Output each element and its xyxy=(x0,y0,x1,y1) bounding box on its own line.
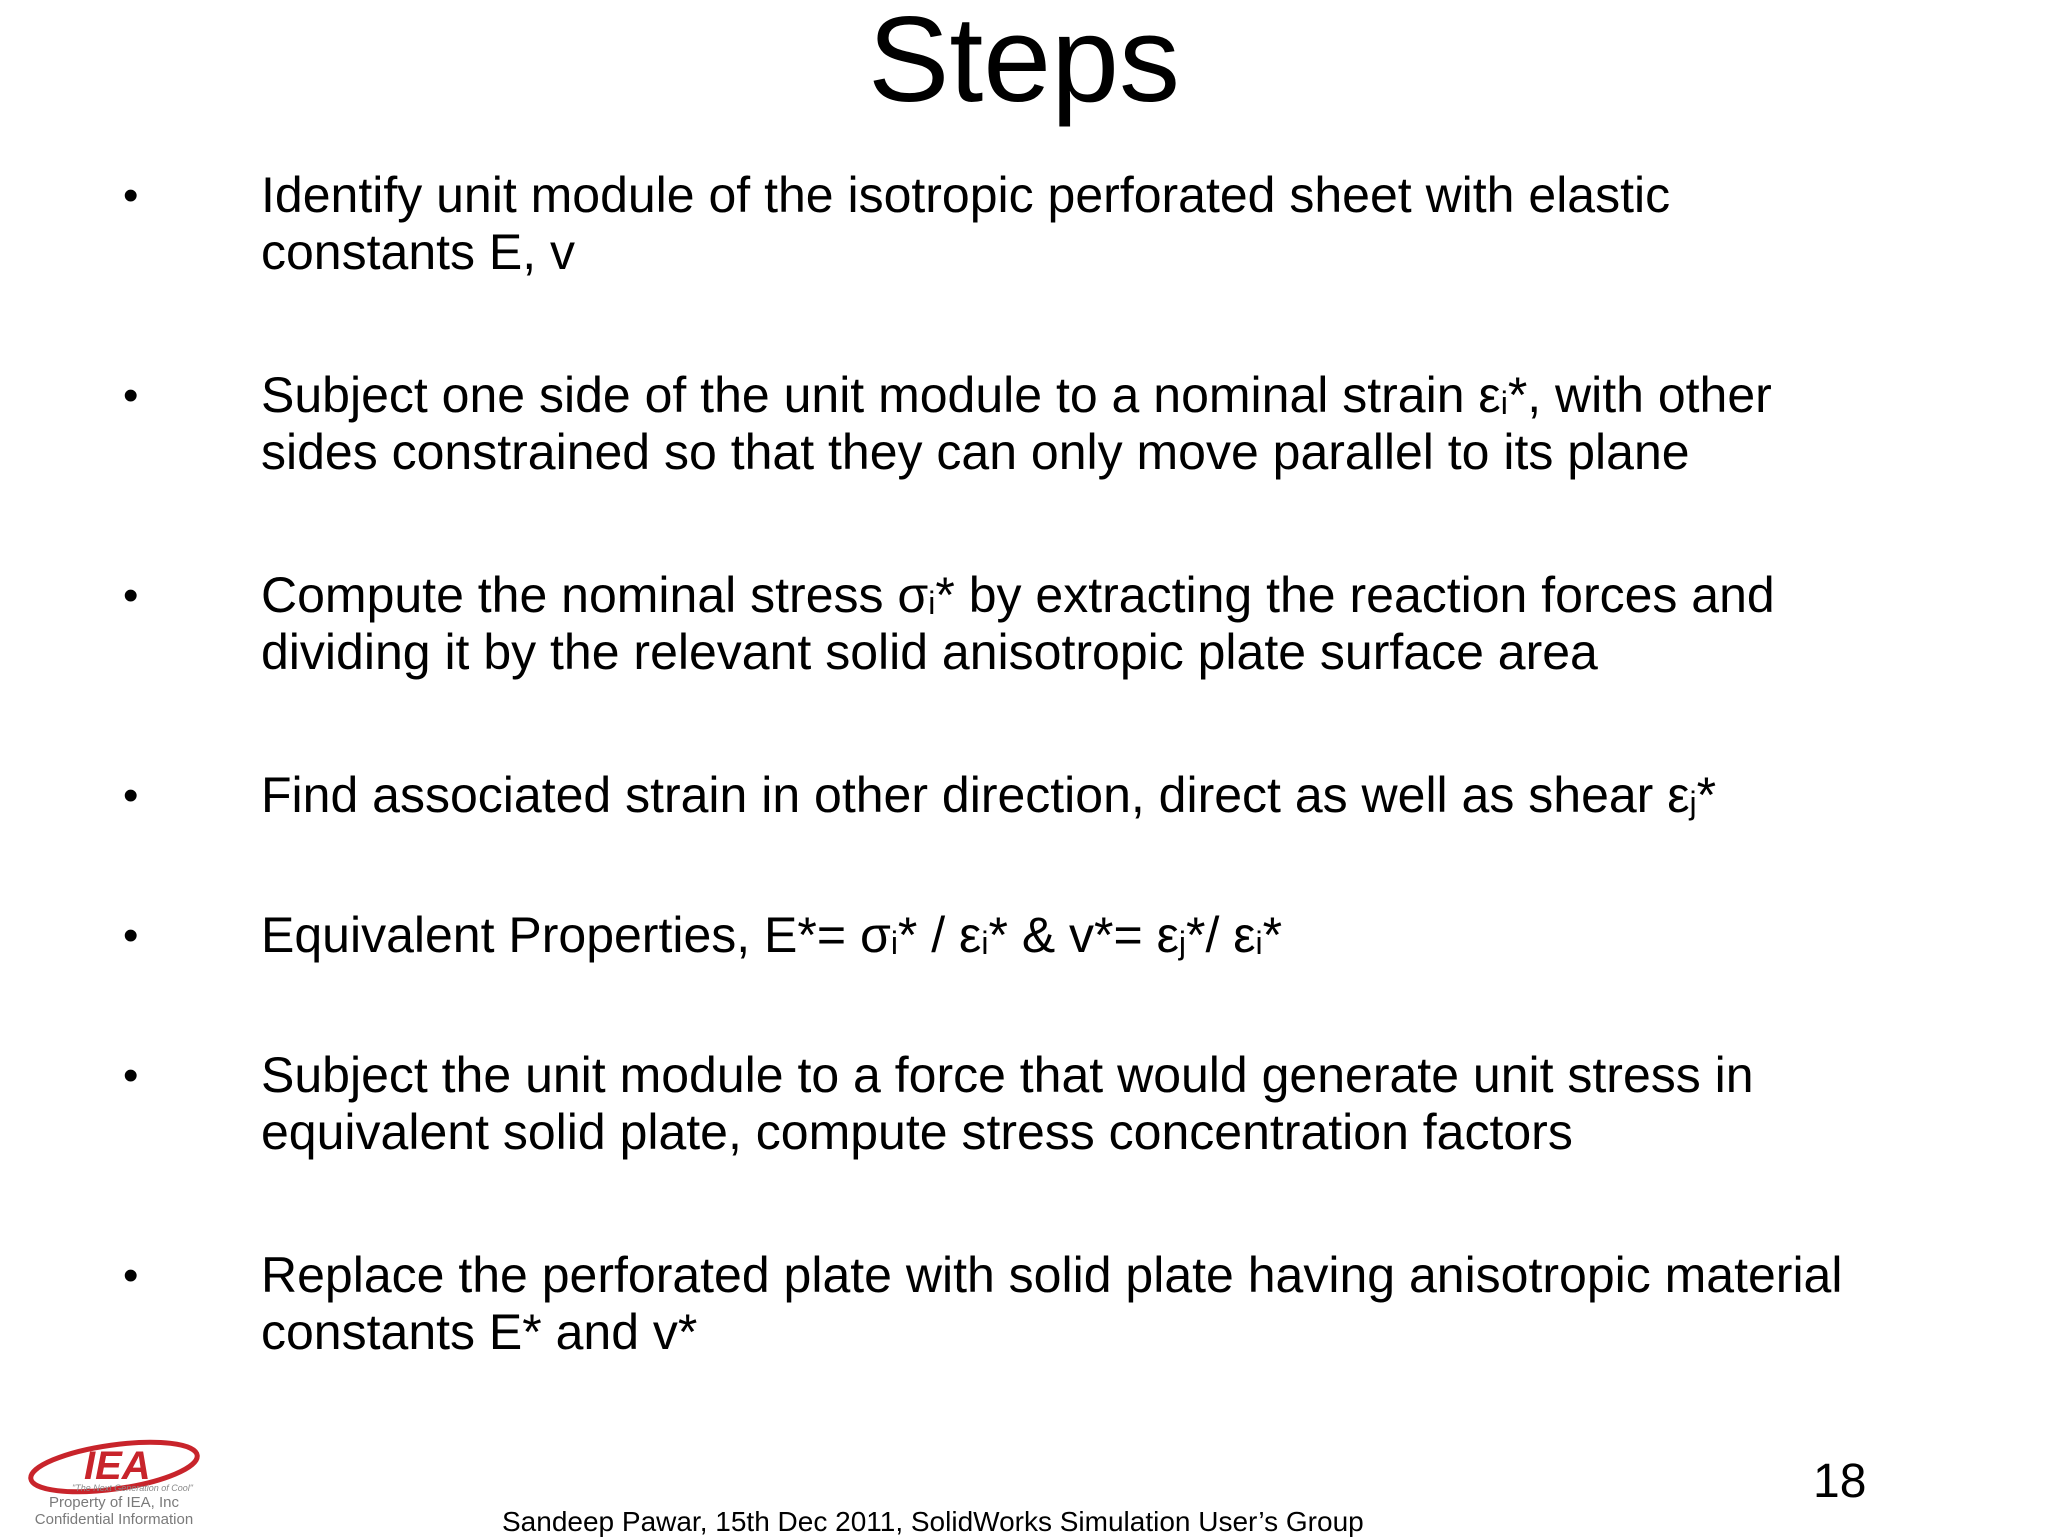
subscript: i xyxy=(928,585,936,621)
bullet-text-part: constants E, v xyxy=(261,224,576,280)
bullet-text-part: equivalent solid plate, compute stress concentration factors xyxy=(261,1104,1573,1160)
bullet-text xyxy=(261,1247,1991,1361)
bullet-text-part: * xyxy=(1696,767,1717,823)
bullet-text-part: *, with other xyxy=(1507,367,1772,423)
bullet-text-part: * & v*= ε xyxy=(988,907,1179,963)
bullet-text xyxy=(261,167,1991,281)
bullet-text-part: Compute the nominal stress σ xyxy=(261,567,929,623)
bullet-text-part: Subject one side of the unit module to a nominal strain ε xyxy=(261,367,1501,423)
bullet-text-part: Equivalent Properties, E*= σ xyxy=(261,907,891,963)
subscript: j xyxy=(1689,785,1697,821)
bullet-text-part: Find associated strain in other direction, direct as well as shear ε xyxy=(261,767,1690,823)
bullet-text xyxy=(261,767,1991,824)
bullet-text xyxy=(261,367,1991,481)
subscript: i xyxy=(890,925,898,961)
logo-caption xyxy=(14,1494,214,1528)
bullet-text xyxy=(261,1047,1991,1161)
bullet-dot: • xyxy=(123,911,139,960)
bullet-text-part: constants E* and v* xyxy=(261,1304,698,1360)
bullet-text xyxy=(261,567,1991,681)
bullet-text-part: Subject the unit module to a force that would generate unit stress in xyxy=(261,1047,1754,1103)
bullet-text-part: dividing it by the relevant solid anisotropic plate surface area xyxy=(261,624,1598,680)
slide-footer: Sandeep Pawar, 15th Dec 2011, SolidWorks Simulation User’s Group xyxy=(502,1506,1364,1537)
bullet-text-part: */ ε xyxy=(1186,907,1256,963)
bullet-text-part: sides constrained so that they can only move parallel to its plane xyxy=(261,424,1690,480)
bullet-dot: • xyxy=(123,1251,139,1300)
logo-brand: IEA xyxy=(84,1444,151,1488)
bullet-text-part: * / ε xyxy=(897,907,982,963)
bullet-dot: • xyxy=(123,171,139,220)
subscript: i xyxy=(1500,385,1508,421)
subscript: i xyxy=(1255,925,1263,961)
subscript: i xyxy=(981,925,989,961)
bullet-dot: • xyxy=(123,771,139,820)
logo-caption-line: Property of IEA, Inc xyxy=(48,1494,180,1511)
bullet-dot: • xyxy=(123,1051,139,1100)
logo-caption-line: Confidential Information xyxy=(34,1511,194,1528)
subscript: j xyxy=(1178,925,1187,961)
bullet-dot: • xyxy=(123,371,139,420)
bullet-text xyxy=(261,907,1991,964)
bullet-text-part: Identify unit module of the isotropic perforated sheet with elastic xyxy=(261,167,1671,223)
slide-title: Steps xyxy=(868,0,1180,127)
bullet-text-part: * xyxy=(1262,907,1283,963)
bullet-text-part: * by extracting the reaction forces and xyxy=(935,567,1775,623)
bullet-text-part: Replace the perforated plate with solid plate having anisotropic material xyxy=(261,1247,1843,1303)
bullet-dot: • xyxy=(123,571,139,620)
logo-tagline: "The Next Generation of Cool" xyxy=(72,1483,193,1493)
page-number: 18 xyxy=(1813,1455,1867,1508)
